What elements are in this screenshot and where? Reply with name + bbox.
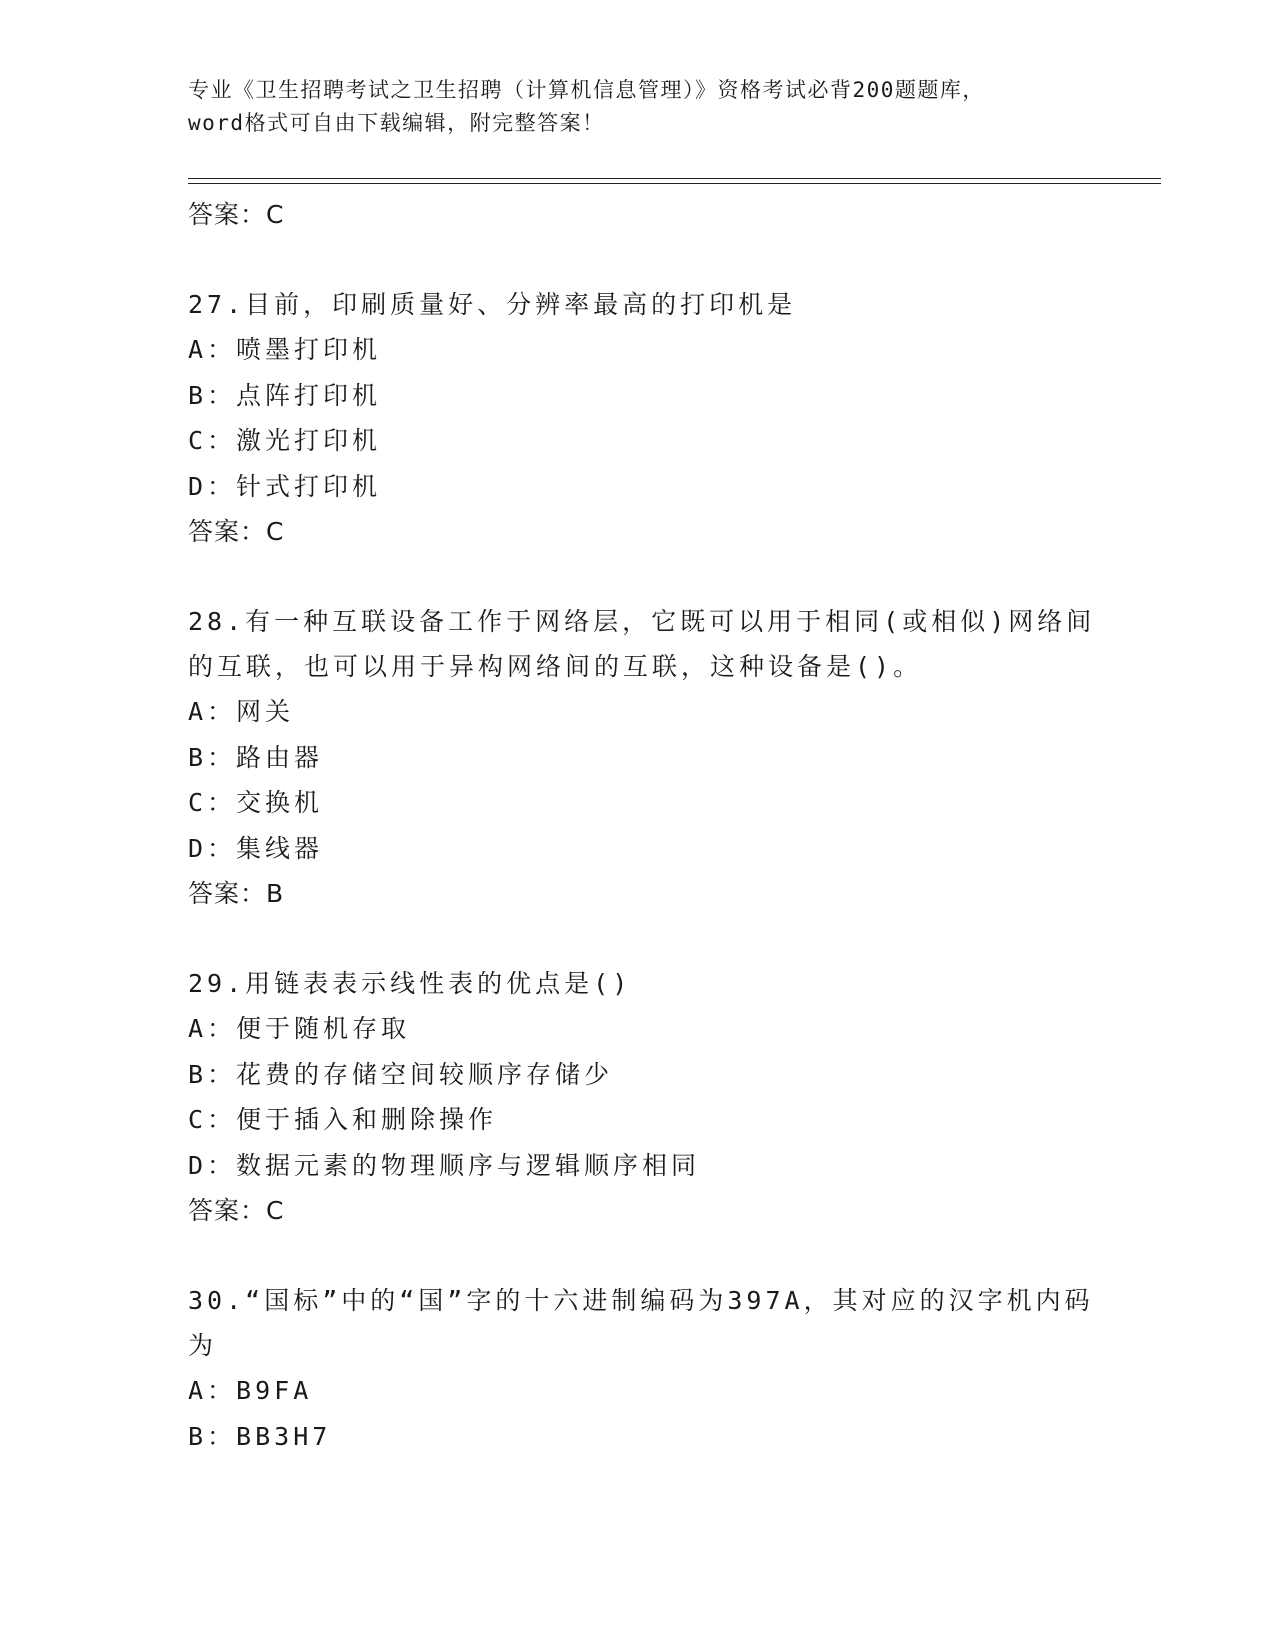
option-c: C：便于插入和删除操作 (188, 1105, 498, 1134)
question-29 (188, 961, 1108, 1234)
header-line-1: 专业《卫生招聘考试之卫生招聘（计算机信息管理）》资格考试必背200题题库， (188, 78, 985, 102)
option-a: A：网关 (188, 697, 295, 726)
question-list (188, 192, 1108, 1459)
question-text: 30.“国标”中的“国”字的十六进制编码为397A，其对应的汉字机内码为 (188, 1286, 1094, 1360)
option-b: B：BB3H7 (188, 1421, 332, 1451)
header-rule-bottom (188, 183, 1161, 184)
question-28 (188, 599, 1108, 917)
option-d: D：数据元素的物理顺序与逻辑顺序相同 (188, 1150, 701, 1180)
answer-line: 答案：C (188, 517, 285, 546)
question-text: 28.有一种互联设备工作于网络层，它既可以用于相同(或相似)网络间的互联，也可以用于异构网络间的互联，这种设备是()。 (188, 607, 1096, 681)
option-b: B：点阵打印机 (188, 380, 382, 410)
answer-line: 答案：C (188, 200, 285, 229)
answer-line: 答案：B (188, 879, 285, 908)
option-d: D：针式打印机 (188, 471, 382, 501)
document-header (188, 74, 1088, 140)
question-text: 27.目前，印刷质量好、分辨率最高的打印机是 (188, 290, 797, 319)
header-rule-top (188, 178, 1161, 179)
option-c: C：交换机 (188, 788, 324, 817)
question-27 (188, 282, 1108, 555)
answer-line: 答案：C (188, 1196, 285, 1225)
option-d: D：集线器 (188, 833, 324, 863)
question-text: 29.用链表表示线性表的优点是() (188, 969, 632, 998)
option-b: B：路由器 (188, 742, 324, 772)
option-a: A：便于随机存取 (188, 1014, 411, 1043)
option-b: B：花费的存储空间较顺序存储少 (188, 1059, 614, 1089)
header-line-2: word格式可自由下载编辑，附完整答案！ (188, 111, 605, 135)
option-a: A：喷墨打印机 (188, 335, 382, 364)
question-30 (188, 1278, 1108, 1459)
option-c: C：激光打印机 (188, 426, 382, 455)
option-a: A：B9FA (188, 1376, 313, 1405)
